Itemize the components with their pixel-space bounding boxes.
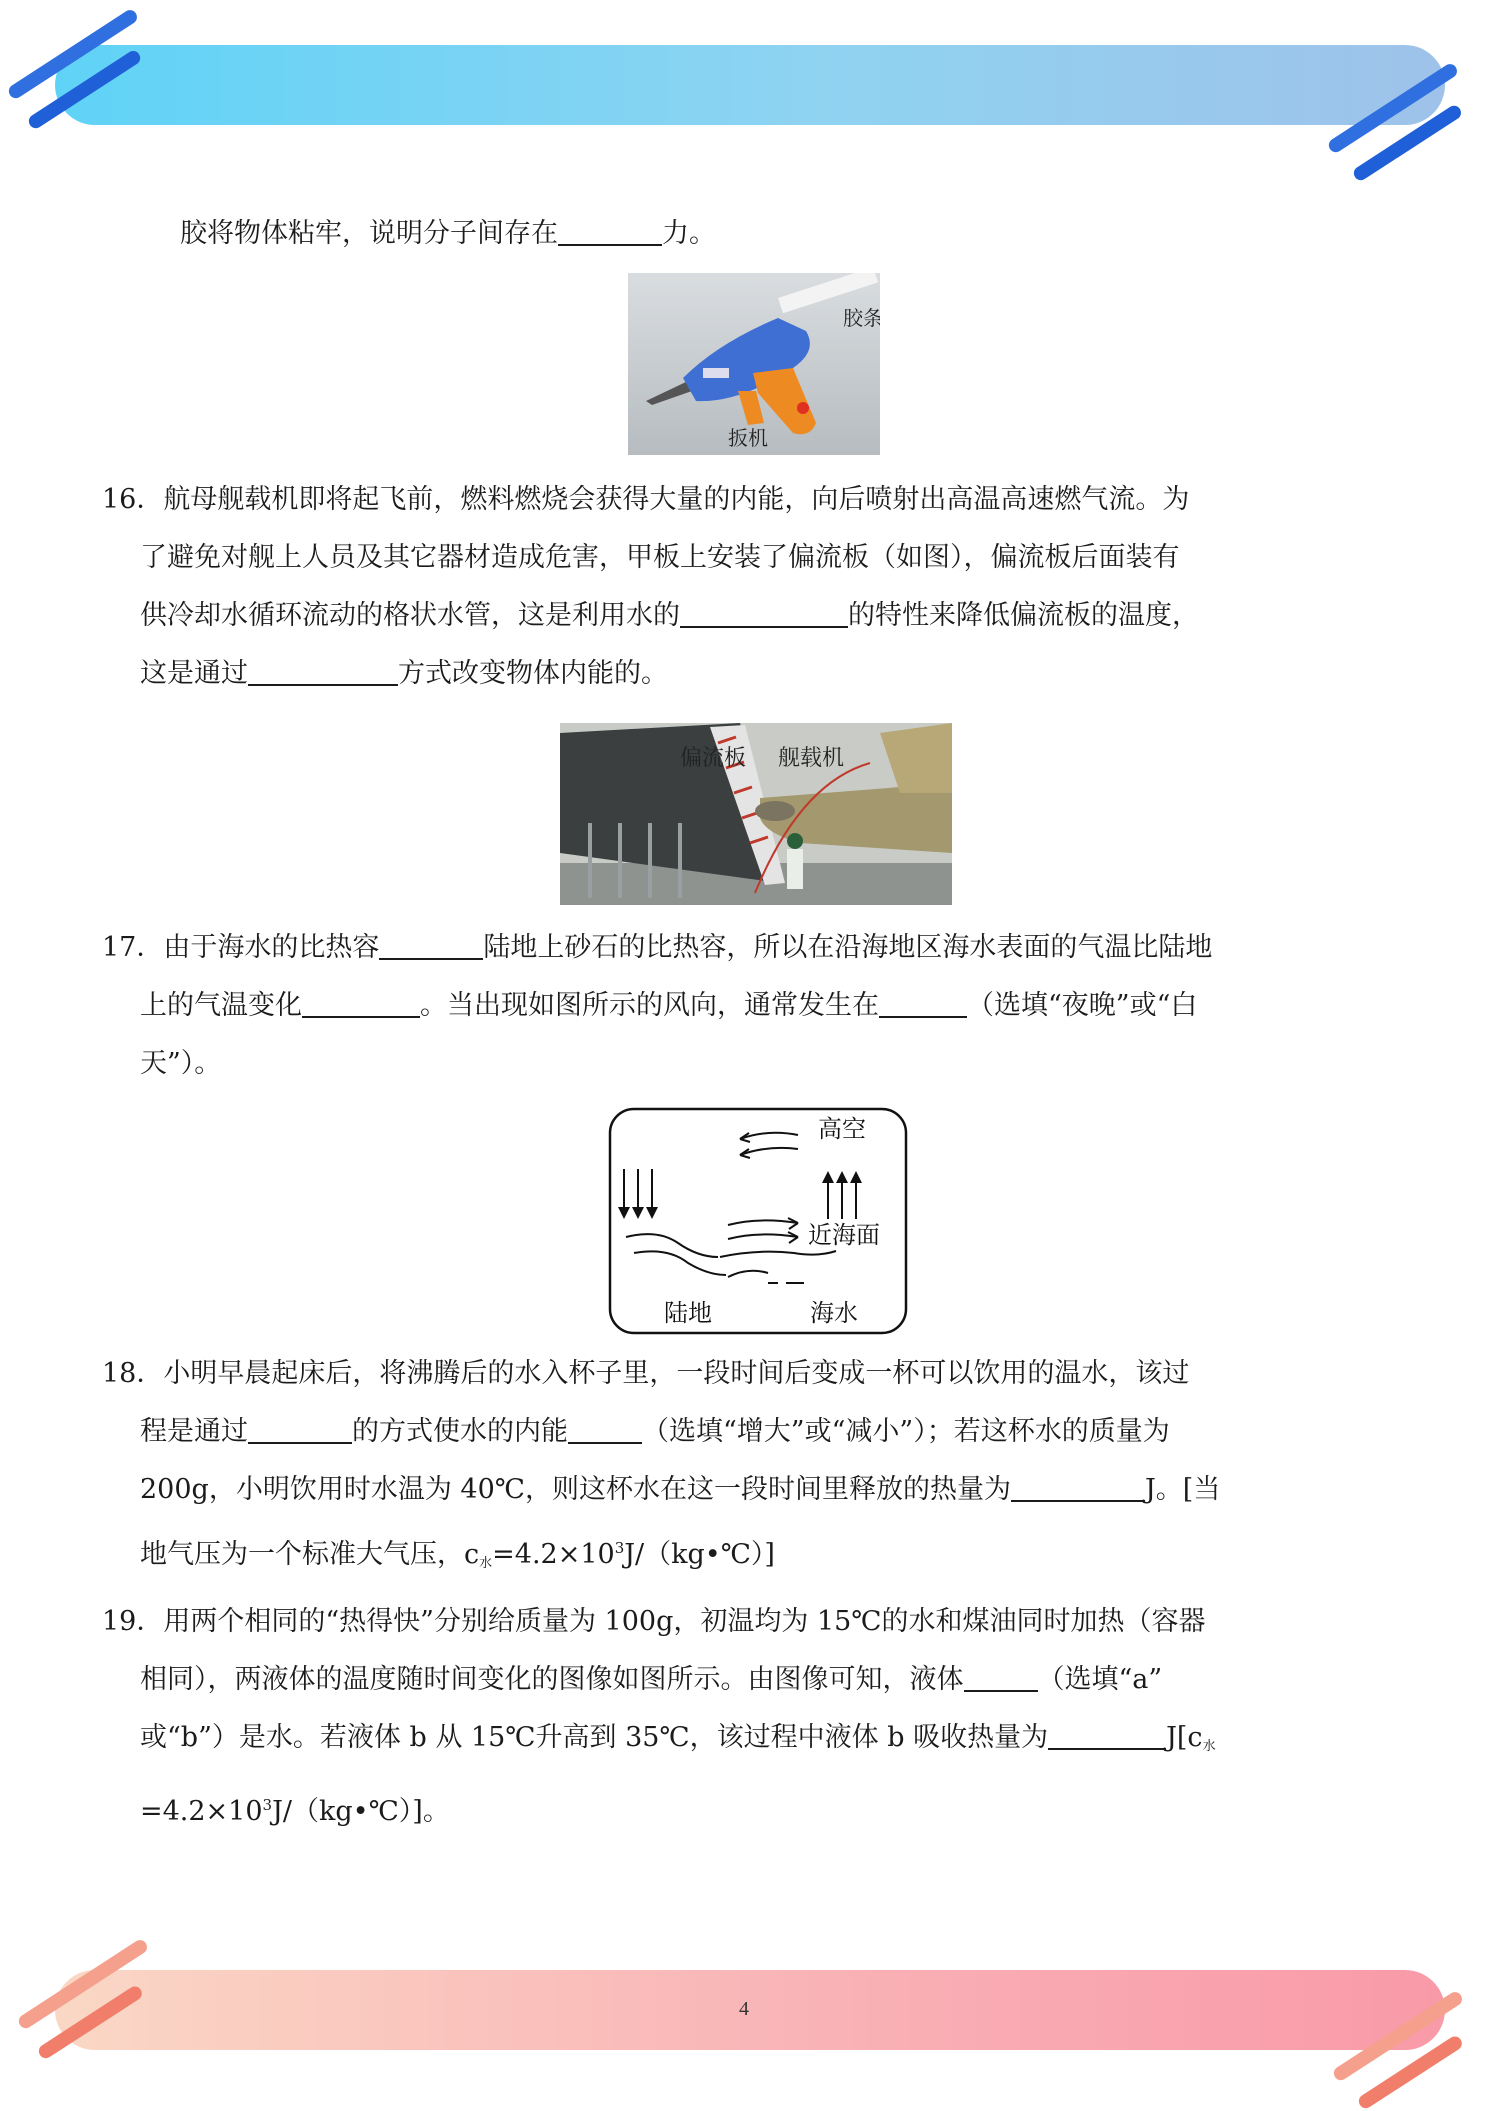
answer-blank[interactable]: [302, 986, 420, 1018]
text: 上的气温变化: [140, 990, 302, 1021]
text: 了避免对舰上人员及其它器材造成危害，甲板上安装了偏流板（如图），偏流板后面装有: [140, 542, 1180, 573]
text: 力。: [662, 218, 716, 249]
label-aircraft: 舰载机: [778, 746, 845, 771]
answer-blank[interactable]: [248, 654, 398, 686]
label-near-sea: 近海面: [808, 1221, 880, 1249]
subscript: 水: [479, 1556, 493, 1571]
text: 天”）。: [140, 1048, 222, 1079]
subscript: 水: [1202, 1739, 1216, 1754]
label-sky: 高空: [818, 1115, 866, 1143]
text: J/（kg•℃）]。: [272, 1796, 450, 1827]
text: 200g，小明饮用时水温为 40℃，则这杯水在这一段时间里释放的热量为: [140, 1474, 1011, 1505]
answer-blank[interactable]: [558, 214, 662, 246]
worksheet-content: [102, 205, 1350, 1841]
question-16-line: [102, 471, 1350, 529]
superscript: 3: [614, 1539, 625, 1557]
label-trigger: 扳机: [728, 426, 768, 450]
answer-blank[interactable]: [248, 1412, 352, 1444]
text: 小明早晨起床后，将沸腾后的水入杯子里，一段时间后变成一杯可以饮用的温水，该过: [163, 1358, 1190, 1389]
answer-blank[interactable]: [964, 1660, 1038, 1692]
question-16-line: [140, 529, 1350, 587]
text: （选填“夜晚”或“白: [967, 990, 1198, 1021]
text: =4.2×10: [140, 1796, 263, 1827]
question-17-line: [140, 1035, 1350, 1093]
question-18-line: [140, 1519, 1350, 1593]
text: J。[当: [1144, 1474, 1221, 1505]
text: 方式改变物体内能的。: [398, 658, 668, 689]
text: 。当出现如图所示的风向，通常发生在: [420, 990, 879, 1021]
question-number: 17．: [102, 932, 164, 963]
text: 陆地上砂石的比热容，所以在沿海地区海水表面的气温比陆地: [483, 932, 1213, 963]
text: （选填“增大”或“减小”）；若这杯水的质量为: [642, 1416, 1170, 1447]
text: 由于海水的比热容: [163, 932, 380, 963]
text: 航母舰载机即将起飞前，燃料燃烧会获得大量的内能，向后喷射出高温高速燃气流。为: [163, 484, 1190, 515]
text: 供冷却水循环流动的格状水管，这是利用水的: [140, 600, 680, 631]
wind-diagram-svg: [608, 1107, 908, 1335]
question-17-line: [102, 919, 1350, 977]
text: J/（kg•℃）]: [624, 1539, 775, 1570]
answer-blank[interactable]: [680, 596, 848, 628]
text: =4.2×10: [492, 1539, 615, 1570]
question-19-line: [102, 1593, 1350, 1651]
answer-blank[interactable]: [568, 1412, 642, 1444]
answer-blank[interactable]: [1048, 1718, 1166, 1750]
text: 胶将物体粘牢，说明分子间存在: [180, 218, 558, 249]
question-18-line: [140, 1403, 1350, 1461]
question-19-line: [140, 1776, 1350, 1841]
text: 相同），两液体的温度随时间变化的图像如图所示。由图像可知，液体: [140, 1664, 964, 1695]
superscript: 3: [262, 1796, 273, 1814]
deflector-image: [560, 723, 952, 905]
question-16-line: [140, 587, 1350, 645]
answer-blank[interactable]: [879, 986, 967, 1018]
label-deflector: 偏流板: [680, 746, 747, 771]
text: 这是通过: [140, 658, 248, 689]
question-18-line: [102, 1345, 1350, 1403]
question-number: 19．: [102, 1606, 164, 1637]
glue-gun-image: [628, 273, 880, 455]
text: 的方式使水的内能: [352, 1416, 568, 1447]
wind-diagram: [608, 1107, 908, 1335]
text: J[c: [1166, 1722, 1203, 1753]
text: （选填“a”: [1037, 1664, 1163, 1695]
question-number: 16．: [102, 484, 164, 515]
question-17-line: [140, 977, 1350, 1035]
glue-gun-figure: [628, 273, 880, 455]
text: 地气压为一个标准大气压，c: [140, 1539, 480, 1570]
question-number: 18．: [102, 1358, 164, 1389]
text: 程是通过: [140, 1416, 248, 1447]
question-18-line: [140, 1461, 1350, 1519]
text: 用两个相同的“热得快”分别给质量为 100g，初温均为 15℃的水和煤油同时加热（容器: [163, 1606, 1206, 1637]
page-number: 4: [739, 1998, 749, 2020]
text: 或“b”）是水。若液体 b 从 15℃升高到 35℃，该过程中液体 b 吸收热量为: [140, 1722, 1049, 1753]
continuation-line: [138, 205, 1350, 263]
text: 的特性来降低偏流板的温度，: [848, 600, 1199, 631]
label-land: 陆地: [664, 1299, 712, 1327]
header-band: [55, 45, 1445, 125]
label-sea: 海水: [810, 1299, 858, 1327]
deflector-figure: [560, 723, 952, 905]
label-glue-stick: 胶条: [843, 306, 880, 330]
question-16-line: [140, 645, 1350, 703]
question-19-line: [140, 1651, 1350, 1709]
answer-blank[interactable]: [1011, 1470, 1145, 1502]
answer-blank[interactable]: [379, 928, 483, 960]
question-19-line: [140, 1709, 1350, 1776]
